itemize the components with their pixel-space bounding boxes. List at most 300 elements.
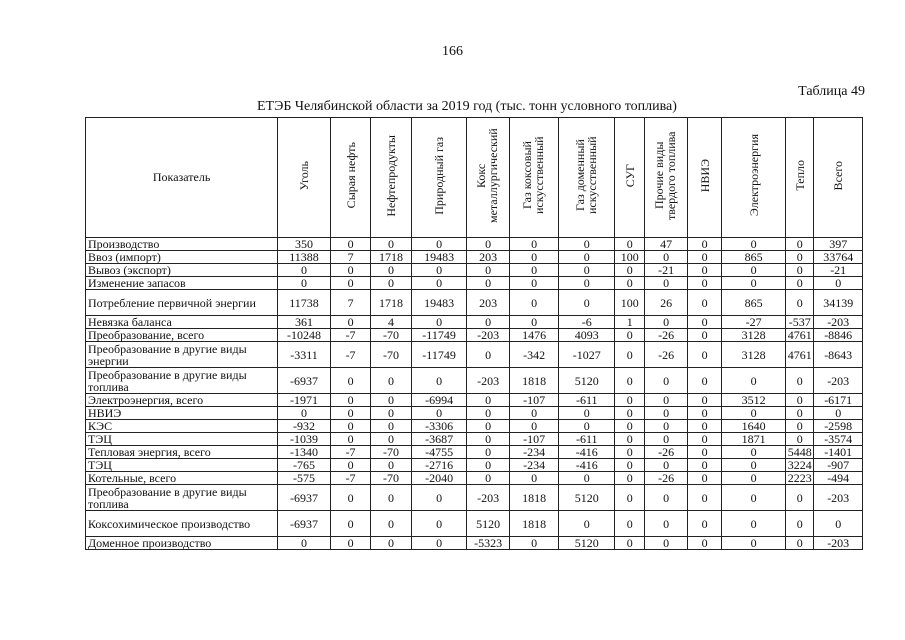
- table-cell: 0: [371, 511, 411, 537]
- table-cell: 0: [786, 368, 814, 394]
- table-cell: 0: [615, 485, 645, 511]
- table-cell: 0: [687, 511, 721, 537]
- table-cell: 0: [330, 485, 370, 511]
- table-row: [86, 277, 863, 290]
- table-cell: 0: [411, 537, 467, 550]
- table-cell: 0: [645, 485, 687, 511]
- table-cell: -2716: [411, 459, 467, 472]
- table-cell: 0: [615, 264, 645, 277]
- table-cell: 0: [509, 290, 559, 316]
- table-cell: 0: [371, 537, 411, 550]
- row-label: ТЭЦ: [86, 433, 278, 446]
- table-cell: 0: [371, 485, 411, 511]
- table-cell: 7: [330, 290, 370, 316]
- table-cell: -21: [645, 264, 687, 277]
- column-header: Нефтепродукты: [371, 118, 411, 238]
- table-cell: 0: [615, 342, 645, 368]
- table-cell: 0: [411, 238, 467, 251]
- table-cell: 1818: [509, 368, 559, 394]
- table-cell: 0: [786, 420, 814, 433]
- table-cell: 0: [330, 316, 370, 329]
- column-header: НВИЭ: [687, 118, 721, 238]
- table-cell: 0: [509, 407, 559, 420]
- table-cell: 0: [509, 238, 559, 251]
- table-cell: 0: [615, 511, 645, 537]
- table-cell: 0: [467, 264, 509, 277]
- table-cell: -3687: [411, 433, 467, 446]
- table-cell: 0: [559, 264, 615, 277]
- table-cell: 0: [645, 420, 687, 433]
- table-cell: 0: [330, 368, 370, 394]
- table-cell: 0: [371, 264, 411, 277]
- table-cell: 0: [559, 238, 615, 251]
- table-cell: 3128: [722, 329, 786, 342]
- table-cell: 0: [687, 472, 721, 485]
- table-cell: 0: [467, 238, 509, 251]
- table-cell: 0: [559, 420, 615, 433]
- table-cell: -8846: [814, 329, 863, 342]
- table-cell: 0: [559, 472, 615, 485]
- table-cell: 0: [371, 407, 411, 420]
- table-cell: 0: [467, 277, 509, 290]
- table-cell: 0: [722, 277, 786, 290]
- table-cell: -203: [467, 368, 509, 394]
- table-cell: 0: [411, 368, 467, 394]
- table-cell: -4755: [411, 446, 467, 459]
- table-cell: 0: [722, 238, 786, 251]
- table-cell: -26: [645, 446, 687, 459]
- table-cell: -203: [467, 485, 509, 511]
- table-cell: 0: [645, 251, 687, 264]
- table-cell: 0: [615, 537, 645, 550]
- table-cell: 3128: [722, 342, 786, 368]
- table-cell: 1476: [509, 329, 559, 342]
- table-cell: 1818: [509, 511, 559, 537]
- table-row: [86, 394, 863, 407]
- table-row: [86, 472, 863, 485]
- table-cell: 4093: [559, 329, 615, 342]
- table-cell: 0: [371, 433, 411, 446]
- table-cell: 0: [467, 342, 509, 368]
- table-cell: -203: [814, 485, 863, 511]
- row-label: Невязка баланса: [86, 316, 278, 329]
- table-cell: 33764: [814, 251, 863, 264]
- table-cell: 0: [411, 277, 467, 290]
- table-row: [86, 238, 863, 251]
- row-label: Производство: [86, 238, 278, 251]
- table-cell: 1718: [371, 290, 411, 316]
- table-cell: 397: [814, 238, 863, 251]
- table-cell: 0: [509, 251, 559, 264]
- table-cell: 0: [687, 368, 721, 394]
- table-cell: 0: [467, 407, 509, 420]
- table-cell: 1871: [722, 433, 786, 446]
- table-cell: 0: [645, 511, 687, 537]
- table-cell: 0: [814, 407, 863, 420]
- table-cell: -1401: [814, 446, 863, 459]
- row-label: Преобразование, всего: [86, 329, 278, 342]
- row-label: Коксохимическое производство: [86, 511, 278, 537]
- table-cell: 0: [786, 511, 814, 537]
- row-label: Вывоз (экспорт): [86, 264, 278, 277]
- table-cell: 865: [722, 290, 786, 316]
- table-row: [86, 316, 863, 329]
- table-cell: 5120: [467, 511, 509, 537]
- table-cell: 0: [687, 407, 721, 420]
- table-cell: 0: [615, 433, 645, 446]
- table-cell: 0: [509, 420, 559, 433]
- table-cell: -3306: [411, 420, 467, 433]
- table-cell: 0: [278, 277, 331, 290]
- table-label: Таблица 49: [798, 84, 865, 99]
- table-cell: 865: [722, 251, 786, 264]
- table-cell: 0: [722, 472, 786, 485]
- table-cell: 0: [330, 433, 370, 446]
- table-cell: -10248: [278, 329, 331, 342]
- row-label: Преобразование в другие виды энергии: [86, 342, 278, 368]
- table-cell: -203: [814, 368, 863, 394]
- column-header: Газ доменный искусственный: [559, 118, 615, 238]
- table-cell: 0: [330, 459, 370, 472]
- table-cell: -611: [559, 433, 615, 446]
- table-cell: -416: [559, 446, 615, 459]
- table-cell: -70: [371, 342, 411, 368]
- table-cell: 0: [722, 446, 786, 459]
- table-cell: 0: [278, 264, 331, 277]
- row-label: ТЭЦ: [86, 459, 278, 472]
- column-header: Показатель: [86, 118, 278, 238]
- table-cell: -3574: [814, 433, 863, 446]
- table-cell: 0: [330, 420, 370, 433]
- table-cell: 0: [786, 433, 814, 446]
- table-cell: 350: [278, 238, 331, 251]
- table-cell: 0: [330, 407, 370, 420]
- row-label: Котельные, всего: [86, 472, 278, 485]
- table-cell: 19483: [411, 290, 467, 316]
- table-cell: 0: [330, 264, 370, 277]
- table-cell: 203: [467, 290, 509, 316]
- table-cell: 0: [411, 511, 467, 537]
- table-cell: 0: [467, 446, 509, 459]
- table-cell: 0: [371, 459, 411, 472]
- table-cell: 0: [371, 394, 411, 407]
- table-cell: 0: [371, 277, 411, 290]
- table-cell: -6937: [278, 511, 331, 537]
- table-cell: 0: [330, 238, 370, 251]
- table-cell: -765: [278, 459, 331, 472]
- table-cell: 203: [467, 251, 509, 264]
- table-cell: 0: [687, 277, 721, 290]
- table-cell: -1039: [278, 433, 331, 446]
- table-cell: -26: [645, 329, 687, 342]
- table-cell: 26: [645, 290, 687, 316]
- table-cell: 5120: [559, 368, 615, 394]
- table-cell: 0: [814, 277, 863, 290]
- table-cell: 0: [722, 407, 786, 420]
- table-cell: 0: [722, 459, 786, 472]
- table-cell: 0: [645, 394, 687, 407]
- table-cell: 100: [615, 251, 645, 264]
- table-cell: -70: [371, 329, 411, 342]
- table-cell: 0: [645, 368, 687, 394]
- table-cell: 0: [722, 368, 786, 394]
- table-cell: 0: [411, 316, 467, 329]
- table-cell: -107: [509, 433, 559, 446]
- table-cell: 0: [687, 394, 721, 407]
- row-label: Потребление первичной энергии: [86, 290, 278, 316]
- column-header: Газ коксовый искусственный: [509, 118, 559, 238]
- table-cell: 0: [615, 472, 645, 485]
- table-cell: 0: [615, 459, 645, 472]
- table-cell: 0: [687, 433, 721, 446]
- table-cell: 0: [786, 238, 814, 251]
- table-cell: 0: [722, 264, 786, 277]
- table-cell: 0: [467, 459, 509, 472]
- table-cell: 0: [786, 537, 814, 550]
- table-row: [86, 433, 863, 446]
- row-label: Ввоз (импорт): [86, 251, 278, 264]
- table-cell: 0: [786, 485, 814, 511]
- table-cell: 1718: [371, 251, 411, 264]
- table-cell: 7: [330, 251, 370, 264]
- table-cell: 5120: [559, 485, 615, 511]
- table-cell: 0: [786, 394, 814, 407]
- table-cell: -575: [278, 472, 331, 485]
- table-cell: 1818: [509, 485, 559, 511]
- table-cell: 0: [371, 420, 411, 433]
- table-cell: 47: [645, 238, 687, 251]
- table-cell: 0: [278, 537, 331, 550]
- table-cell: -1340: [278, 446, 331, 459]
- table-cell: -70: [371, 472, 411, 485]
- table-cell: 1: [615, 316, 645, 329]
- table-cell: -234: [509, 459, 559, 472]
- table-cell: 0: [509, 277, 559, 290]
- table-cell: 0: [467, 394, 509, 407]
- table-cell: -26: [645, 342, 687, 368]
- table-cell: -8643: [814, 342, 863, 368]
- table-cell: 0: [559, 290, 615, 316]
- table-cell: 0: [722, 485, 786, 511]
- page-number: 166: [442, 44, 463, 59]
- table-cell: 0: [330, 537, 370, 550]
- table-cell: -611: [559, 394, 615, 407]
- table-cell: 0: [687, 329, 721, 342]
- column-header: Кокс металлургический: [467, 118, 509, 238]
- row-label: Преобразование в другие виды топлива: [86, 368, 278, 394]
- table-title: ЕТЭБ Челябинской области за 2019 год (тыс. тонн условного топлива): [257, 99, 677, 114]
- table-cell: 19483: [411, 251, 467, 264]
- table-cell: 0: [411, 407, 467, 420]
- table-cell: 4761: [786, 342, 814, 368]
- table-cell: -6: [559, 316, 615, 329]
- table-cell: 0: [645, 316, 687, 329]
- row-label: НВИЭ: [86, 407, 278, 420]
- column-header: Всего: [814, 118, 863, 238]
- table-row: [86, 446, 863, 459]
- table-cell: -203: [467, 329, 509, 342]
- table-cell: 0: [615, 238, 645, 251]
- row-label: КЭС: [86, 420, 278, 433]
- table-cell: 0: [645, 459, 687, 472]
- table-cell: -2598: [814, 420, 863, 433]
- row-label: Изменение запасов: [86, 277, 278, 290]
- table-cell: -1027: [559, 342, 615, 368]
- table-cell: -21: [814, 264, 863, 277]
- table-cell: 0: [645, 433, 687, 446]
- table-cell: 100: [615, 290, 645, 316]
- table-cell: 0: [467, 316, 509, 329]
- table-row: [86, 264, 863, 277]
- table-cell: 0: [467, 420, 509, 433]
- table-cell: 0: [371, 238, 411, 251]
- table-cell: 0: [687, 238, 721, 251]
- table-cell: 0: [687, 459, 721, 472]
- table-cell: 0: [615, 329, 645, 342]
- table-cell: 0: [687, 264, 721, 277]
- column-header: Уголь: [278, 118, 331, 238]
- table-cell: 34139: [814, 290, 863, 316]
- table-cell: -907: [814, 459, 863, 472]
- table-row: [86, 459, 863, 472]
- table-cell: 0: [615, 446, 645, 459]
- table-cell: 0: [559, 251, 615, 264]
- energy-balance-table: [85, 117, 863, 550]
- table-row: [86, 368, 863, 394]
- table-cell: 0: [615, 420, 645, 433]
- table-cell: 0: [687, 420, 721, 433]
- table-cell: 0: [615, 277, 645, 290]
- table-cell: 0: [411, 485, 467, 511]
- table-row: [86, 342, 863, 368]
- table-cell: -234: [509, 446, 559, 459]
- table-cell: 0: [467, 472, 509, 485]
- column-header: Тепло: [786, 118, 814, 238]
- table-cell: 5448: [786, 446, 814, 459]
- table-cell: 4: [371, 316, 411, 329]
- table-cell: 0: [509, 537, 559, 550]
- table-cell: 0: [722, 511, 786, 537]
- row-label: Тепловая энергия, всего: [86, 446, 278, 459]
- table-cell: -932: [278, 420, 331, 433]
- table-cell: 1640: [722, 420, 786, 433]
- table-cell: 0: [814, 511, 863, 537]
- table-cell: -27: [722, 316, 786, 329]
- row-label: Электроэнергия, всего: [86, 394, 278, 407]
- table-cell: -5323: [467, 537, 509, 550]
- table-cell: -203: [814, 316, 863, 329]
- table-cell: 2223: [786, 472, 814, 485]
- table-row: [86, 511, 863, 537]
- table-cell: -11749: [411, 329, 467, 342]
- table-cell: 0: [645, 277, 687, 290]
- table-cell: -416: [559, 459, 615, 472]
- table-cell: 0: [687, 316, 721, 329]
- table-cell: 361: [278, 316, 331, 329]
- table-row: [86, 420, 863, 433]
- table-cell: -70: [371, 446, 411, 459]
- table-row: [86, 407, 863, 420]
- table-cell: -2040: [411, 472, 467, 485]
- table-cell: 11388: [278, 251, 331, 264]
- table-cell: 0: [467, 433, 509, 446]
- table-cell: 0: [786, 407, 814, 420]
- table-cell: 0: [371, 368, 411, 394]
- table-cell: 0: [330, 277, 370, 290]
- table-cell: 0: [559, 511, 615, 537]
- table-cell: -7: [330, 329, 370, 342]
- table-cell: 0: [509, 472, 559, 485]
- table-cell: 4761: [786, 329, 814, 342]
- table-cell: 0: [687, 446, 721, 459]
- column-header: СУГ: [615, 118, 645, 238]
- table-cell: 0: [330, 511, 370, 537]
- table-cell: 0: [687, 342, 721, 368]
- table-cell: 5120: [559, 537, 615, 550]
- table-cell: 11738: [278, 290, 331, 316]
- table-cell: -11749: [411, 342, 467, 368]
- table-cell: 0: [786, 290, 814, 316]
- table-cell: -7: [330, 472, 370, 485]
- table-cell: 0: [615, 394, 645, 407]
- table-cell: 0: [615, 407, 645, 420]
- table-cell: -26: [645, 472, 687, 485]
- table-cell: -6171: [814, 394, 863, 407]
- table-cell: 0: [722, 537, 786, 550]
- table-cell: 0: [786, 277, 814, 290]
- table-cell: -203: [814, 537, 863, 550]
- table-cell: -537: [786, 316, 814, 329]
- table-cell: -107: [509, 394, 559, 407]
- table-cell: -1971: [278, 394, 331, 407]
- header-row: [86, 118, 863, 238]
- table-cell: 0: [687, 485, 721, 511]
- table-cell: -6937: [278, 485, 331, 511]
- table-cell: 0: [645, 537, 687, 550]
- table-cell: 0: [330, 394, 370, 407]
- table-cell: 0: [687, 251, 721, 264]
- table-cell: -342: [509, 342, 559, 368]
- table-cell: -7: [330, 446, 370, 459]
- table-cell: -6994: [411, 394, 467, 407]
- table-row: [86, 329, 863, 342]
- table-cell: 0: [559, 277, 615, 290]
- table-cell: 0: [278, 407, 331, 420]
- table-body: [86, 238, 863, 550]
- column-header: Сырая нефть: [330, 118, 370, 238]
- table-cell: -3311: [278, 342, 331, 368]
- table-cell: 0: [687, 537, 721, 550]
- column-header: Электроэнергия: [722, 118, 786, 238]
- table-cell: -494: [814, 472, 863, 485]
- table-cell: 0: [509, 316, 559, 329]
- column-header: Прочие виды твердого топлива: [645, 118, 687, 238]
- table-cell: 0: [615, 368, 645, 394]
- table-cell: 0: [786, 251, 814, 264]
- table-row: [86, 485, 863, 511]
- table-cell: -7: [330, 342, 370, 368]
- table-cell: 0: [687, 290, 721, 316]
- table-cell: 3224: [786, 459, 814, 472]
- table-cell: 3512: [722, 394, 786, 407]
- column-header: Природный газ: [411, 118, 467, 238]
- table-row: [86, 290, 863, 316]
- table-row: [86, 537, 863, 550]
- table-cell: 0: [645, 407, 687, 420]
- table-row: [86, 251, 863, 264]
- table-cell: 0: [411, 264, 467, 277]
- table-cell: 0: [559, 407, 615, 420]
